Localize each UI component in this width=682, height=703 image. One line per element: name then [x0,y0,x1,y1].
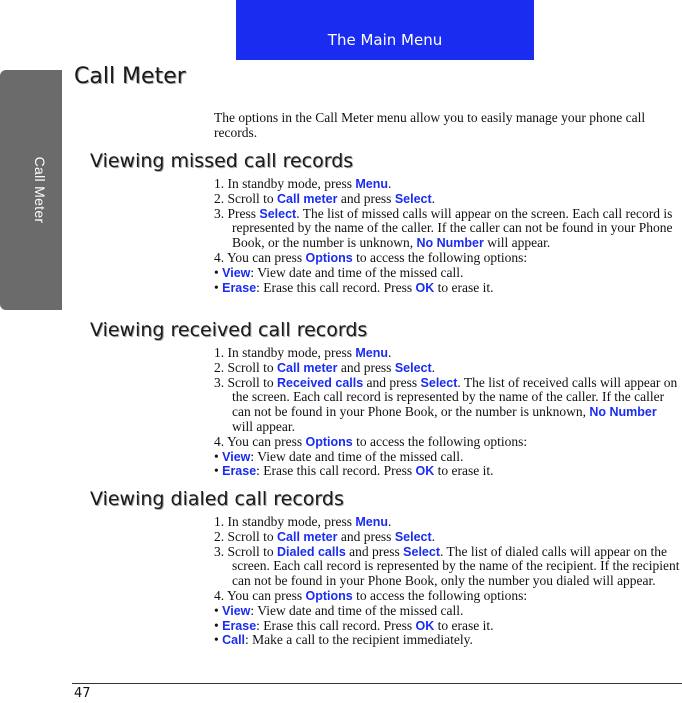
list-item: • Erase: Erase this call record. Press OK to erase it. [214,279,494,295]
footer-divider [72,683,682,684]
intro-paragraph: The options in the Call Meter menu allow you to easily manage your phone call records. [214,110,646,140]
list-item: 2. Scroll to Call meter and press Select. [214,359,436,375]
list-item: 1. In standby mode, press Menu. [214,345,392,360]
list-item: • View: View date and time of the missed call. [214,602,464,618]
list-item: 3. Scroll to Received calls and press Select. The list of received calls will appear on the screen. Each call record is represented by the name of the caller. If the caller can not be found in your Phone Book, or the number is unknown, No Number will appear. [214,374,678,434]
page-title: Call Meter [74,64,186,89]
list-item: 4. You can press Options to access the following options: [214,249,528,265]
section-title-missed: Viewing missed call records [90,150,354,172]
list-item: • View: View date and time of the missed call. [214,448,464,464]
side-tab-label: Call Meter [32,156,48,224]
list-item: • View: View date and time of the missed call. [214,264,464,280]
list-item: • Call: Make a call to the recipient immediately. [214,632,473,648]
list-item: • Erase: Erase this call record. Press OK to erase it. [214,617,494,633]
steps-received [214,346,680,479]
steps-missed [214,177,680,295]
list-item: 2. Scroll to Call meter and press Select. [214,528,436,544]
chapter-banner-label: The Main Menu [327,31,443,49]
list-item: 4. You can press Options to access the following options: [214,433,528,449]
list-item: 3. Press Select. The list of missed calls will appear on the screen. Each call record is represented by the name of the caller. If the caller can not be found in your Phone Book, or the number is unknown, No Number will appear. [214,205,673,251]
list-item: • Erase: Erase this call record. Press OK to erase it. [214,463,494,479]
page-number: 47 [74,686,91,701]
list-item: 1. In standby mode, press Menu. [214,176,392,191]
steps-dialed [214,515,680,648]
section-title-dialed: Viewing dialed call records [90,488,344,510]
list-item: 1. In standby mode, press Menu. [214,514,392,529]
section-title-received: Viewing received call records [90,319,368,341]
list-item: 2. Scroll to Call meter and press Select. [214,190,436,206]
list-item: 4. You can press Options to access the following options: [214,587,528,603]
chapter-banner [236,0,534,60]
side-tab [0,70,62,310]
list-item: 3. Scroll to Dialed calls and press Select. The list of dialed calls will appear on the screen. Each call record is represented by the name of the recipient. If the recipient can not be found in your Phone Book, only the number you dialed will appear. [214,543,680,589]
